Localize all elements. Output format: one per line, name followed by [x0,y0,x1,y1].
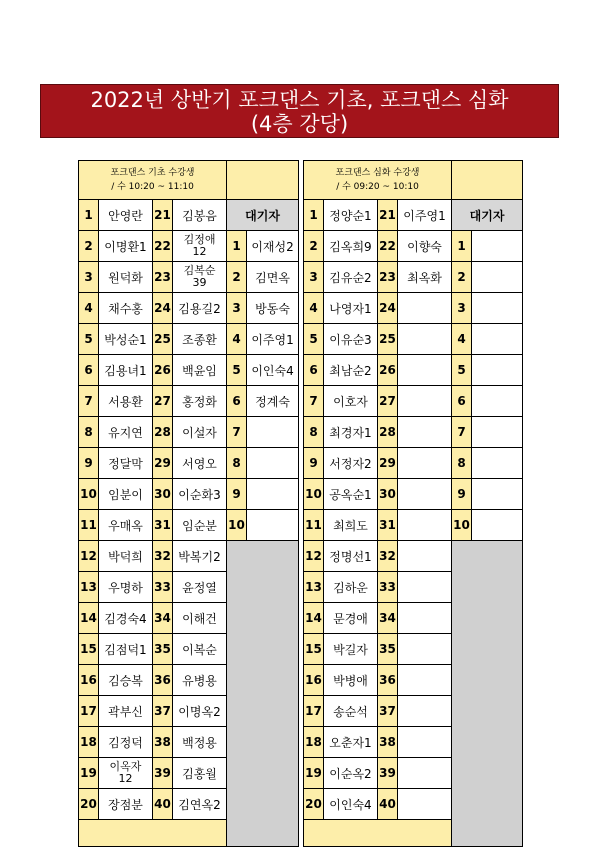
row-number: 9 [304,448,324,479]
table-row [79,324,299,355]
row-number: 29 [378,448,398,479]
student-name: 최옥화 [398,262,452,293]
row-number: 10 [79,479,99,510]
row-number: 30 [153,479,173,510]
waitlist-name [472,386,523,417]
title-line-1: 2022년 상반기 포크댄스 기초, 포크댄스 심화 [90,88,509,112]
row-number: 22 [378,231,398,262]
student-name: 이호자 [324,386,378,417]
student-name [398,727,452,758]
row-number: 20 [304,789,324,820]
table-row [79,510,299,541]
waitlist-name [472,479,523,510]
student-name: 이해건 [173,603,227,634]
table-row [79,293,299,324]
waitlist-number: 5 [227,355,247,386]
student-name: 정달막 [99,448,153,479]
student-name: 홍정화 [173,386,227,417]
student-name [398,541,452,572]
waitlist-number: 9 [452,479,472,510]
row-number: 20 [79,789,99,820]
student-name: 최남순2 [324,355,378,386]
title-banner [40,84,559,138]
student-name: 김경숙4 [99,603,153,634]
waitlist-number: 9 [227,479,247,510]
row-number: 32 [378,541,398,572]
student-name: 곽부신 [99,696,153,727]
student-name: 이유순3 [324,324,378,355]
row-number: 3 [304,262,324,293]
row-number: 13 [304,572,324,603]
waitlist-number: 8 [227,448,247,479]
table-footer [79,820,227,847]
student-name: 장점분 [99,789,153,820]
waitlist-name: 김면옥 [247,262,299,293]
class-schedule: / 수 10:20 ~ 11:10 [111,182,194,192]
waitlist-number: 10 [227,510,247,541]
waitlist-name: 이재성2 [247,231,299,262]
table-row [304,324,523,355]
row-number: 18 [304,727,324,758]
waitlist-number: 1 [452,231,472,262]
student-name: 임분이 [99,479,153,510]
row-number: 16 [79,665,99,696]
row-number: 40 [153,789,173,820]
student-name: 박길자 [324,634,378,665]
row-number: 13 [79,572,99,603]
basic-roster-table [78,160,299,847]
waitlist-name [472,510,523,541]
row-number: 24 [378,293,398,324]
student-name: 최희도 [324,510,378,541]
waitlist-name: 정계숙 [247,386,299,417]
class-title: 포크댄스 심화 수강생 [335,168,420,178]
row-number: 32 [153,541,173,572]
table-row [304,510,523,541]
table-row [79,417,299,448]
row-number: 15 [304,634,324,665]
row-number: 33 [378,572,398,603]
row-number: 26 [153,355,173,386]
row-number: 23 [153,262,173,293]
student-name: 이주영1 [398,200,452,231]
waitlist-number: 4 [227,324,247,355]
student-name: 박성순1 [99,324,153,355]
row-number: 34 [153,603,173,634]
student-name: 유지연 [99,417,153,448]
student-name: 김유순2 [324,262,378,293]
row-number: 14 [79,603,99,634]
student-name: 송순석 [324,696,378,727]
student-name [398,355,452,386]
waitlist-blank-area [452,541,523,847]
student-name: 이인숙4 [324,789,378,820]
row-number: 16 [304,665,324,696]
waitlist-name [247,510,299,541]
student-name: 이명옥2 [173,696,227,727]
table-row [79,262,299,293]
row-number: 21 [153,200,173,231]
waitlist-blank-area [227,541,299,847]
title-line-2: (4층 강당) [250,112,349,136]
student-name [398,758,452,789]
student-name: 우매옥 [99,510,153,541]
waitlist-name [472,417,523,448]
student-name: 임순분 [173,510,227,541]
student-name: 김봉음 [173,200,227,231]
row-number: 35 [153,634,173,665]
student-name: 김하운 [324,572,378,603]
waitlist-number: 6 [452,386,472,417]
row-number: 5 [304,324,324,355]
waitlist-name: 이인숙4 [247,355,299,386]
student-name [398,417,452,448]
table-row [304,417,523,448]
student-name: 김용녀1 [99,355,153,386]
waitlist-number: 2 [452,262,472,293]
student-name: 조종환 [173,324,227,355]
student-name: 최경자1 [324,417,378,448]
row-number: 24 [153,293,173,324]
row-number: 1 [79,200,99,231]
waitlist-name [247,479,299,510]
row-number: 37 [378,696,398,727]
row-number: 14 [304,603,324,634]
waitlist-header: 대기자 [227,200,299,231]
row-number: 5 [79,324,99,355]
table-row [304,262,523,293]
waitlist-number: 3 [227,293,247,324]
header-filler [227,161,299,200]
row-number: 33 [153,572,173,603]
student-name [398,479,452,510]
row-number: 27 [153,386,173,417]
row-number: 2 [79,231,99,262]
row-number: 22 [153,231,173,262]
row-number: 11 [304,510,324,541]
student-name: 정명선1 [324,541,378,572]
student-name [398,572,452,603]
row-number: 37 [153,696,173,727]
class-header [79,161,227,200]
student-name [398,510,452,541]
row-number: 10 [304,479,324,510]
row-number: 8 [304,417,324,448]
waitlist-number: 5 [452,355,472,386]
row-number: 17 [304,696,324,727]
table-row [79,200,299,231]
row-number: 4 [79,293,99,324]
row-number: 3 [79,262,99,293]
student-name: 백윤임 [173,355,227,386]
row-number: 11 [79,510,99,541]
student-name [398,386,452,417]
row-number: 40 [378,789,398,820]
student-name: 백정용 [173,727,227,758]
row-number: 1 [304,200,324,231]
student-name: 김승복 [99,665,153,696]
waitlist-name [472,448,523,479]
row-number: 23 [378,262,398,293]
row-number: 36 [153,665,173,696]
table-row [79,386,299,417]
row-number: 9 [79,448,99,479]
row-number: 19 [79,758,99,789]
row-number: 2 [304,231,324,262]
row-number: 7 [304,386,324,417]
student-name: 김정덕 [99,727,153,758]
student-name: 원덕화 [99,262,153,293]
table-row [79,448,299,479]
waitlist-number: 2 [227,262,247,293]
class-schedule: / 수 09:20 ~ 10:10 [336,182,419,192]
waitlist-name [472,324,523,355]
table-footer [304,820,452,847]
student-name: 김복순 39 [173,262,227,293]
waitlist-number: 10 [452,510,472,541]
waitlist-name [472,231,523,262]
row-number: 7 [79,386,99,417]
waitlist-name [472,355,523,386]
student-name: 안영란 [99,200,153,231]
waitlist-number: 7 [452,417,472,448]
student-name: 김점덕1 [99,634,153,665]
student-name: 나영자1 [324,293,378,324]
row-number: 26 [378,355,398,386]
student-name: 이옥자 12 [99,758,153,789]
waitlist-header: 대기자 [452,200,523,231]
student-name: 이복순 [173,634,227,665]
student-name: 우명하 [99,572,153,603]
row-number: 4 [304,293,324,324]
row-number: 31 [378,510,398,541]
student-name: 윤정열 [173,572,227,603]
waitlist-number: 1 [227,231,247,262]
student-name: 서용환 [99,386,153,417]
table-row [304,386,523,417]
student-name: 공옥순1 [324,479,378,510]
waitlist-number: 8 [452,448,472,479]
row-number: 38 [153,727,173,758]
student-name: 이명환1 [99,231,153,262]
table-row [304,355,523,386]
student-name: 서영오 [173,448,227,479]
student-name [398,324,452,355]
row-number: 6 [304,355,324,386]
row-number: 12 [304,541,324,572]
row-number: 39 [378,758,398,789]
class-title: 포크댄스 기초 수강생 [110,168,195,178]
row-number: 34 [378,603,398,634]
row-number: 15 [79,634,99,665]
waitlist-number: 6 [227,386,247,417]
row-number: 30 [378,479,398,510]
table-row [304,541,523,572]
header-filler [452,161,523,200]
table-row [304,293,523,324]
student-name: 채수홍 [99,293,153,324]
waitlist-name: 이주영1 [247,324,299,355]
row-number: 25 [153,324,173,355]
row-number: 35 [378,634,398,665]
row-number: 39 [153,758,173,789]
row-number: 28 [378,417,398,448]
waitlist-name [247,417,299,448]
row-number: 18 [79,727,99,758]
student-name [398,665,452,696]
student-name [398,696,452,727]
row-number: 38 [378,727,398,758]
student-name: 이순화3 [173,479,227,510]
row-number: 31 [153,510,173,541]
table-row [79,231,299,262]
row-number: 12 [79,541,99,572]
class-header [304,161,452,200]
student-name: 김정애 12 [173,231,227,262]
table-row [304,448,523,479]
student-name: 이향숙 [398,231,452,262]
row-number: 8 [79,417,99,448]
student-name: 오춘자1 [324,727,378,758]
student-name: 박덕희 [99,541,153,572]
waitlist-number: 3 [452,293,472,324]
student-name: 김연옥2 [173,789,227,820]
student-name: 김용길2 [173,293,227,324]
table-row [79,541,299,572]
student-name [398,603,452,634]
student-name: 서정자2 [324,448,378,479]
waitlist-number: 4 [452,324,472,355]
row-number: 28 [153,417,173,448]
student-name: 정양순1 [324,200,378,231]
advanced-roster-table [303,160,523,847]
row-number: 25 [378,324,398,355]
row-number: 19 [304,758,324,789]
student-name: 이순옥2 [324,758,378,789]
table-row [304,231,523,262]
table-row [304,200,523,231]
table-row [79,355,299,386]
student-name: 문경애 [324,603,378,634]
student-name [398,634,452,665]
student-name: 박병애 [324,665,378,696]
student-name [398,448,452,479]
student-name: 박복기2 [173,541,227,572]
waitlist-name: 방동숙 [247,293,299,324]
row-number: 21 [378,200,398,231]
table-row [304,479,523,510]
row-number: 29 [153,448,173,479]
waitlist-name [247,448,299,479]
student-name: 유병용 [173,665,227,696]
waitlist-name [472,293,523,324]
table-row [79,479,299,510]
student-name [398,789,452,820]
row-number: 17 [79,696,99,727]
student-name: 이설자 [173,417,227,448]
student-name: 김옥희9 [324,231,378,262]
row-number: 6 [79,355,99,386]
student-name [398,293,452,324]
student-name: 김홍월 [173,758,227,789]
row-number: 27 [378,386,398,417]
row-number: 36 [378,665,398,696]
waitlist-name [472,262,523,293]
waitlist-number: 7 [227,417,247,448]
